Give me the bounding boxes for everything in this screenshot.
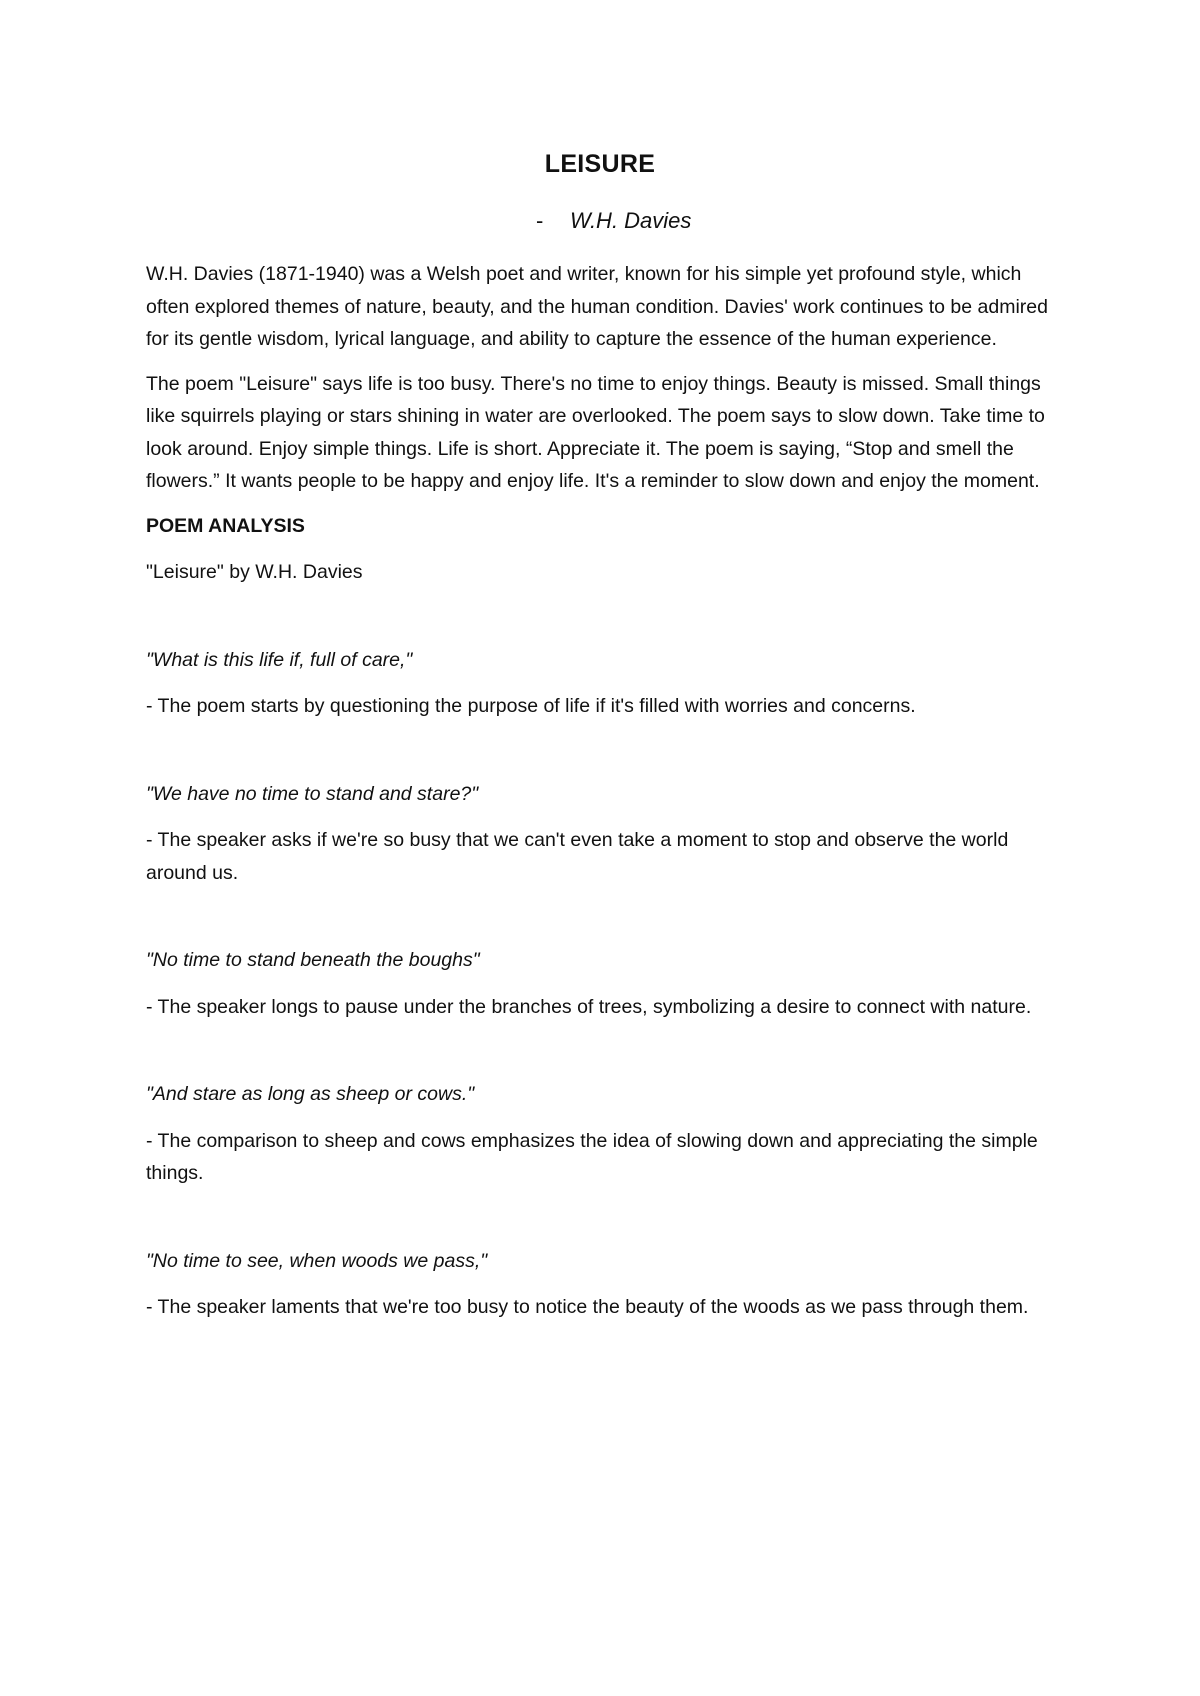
poem-quote: "We have no time to stand and stare?"	[146, 782, 479, 805]
quote-explanation: - The speaker longs to pause under the branches of trees, symbolizing a desire to connect with nature.	[146, 995, 1032, 1018]
author-line	[536, 208, 691, 234]
analysis-heading: POEM ANALYSIS	[146, 514, 305, 537]
analysis-attribution: "Leisure" by W.H. Davies	[146, 561, 363, 583]
author-dash: -	[536, 208, 544, 233]
page-title: LEISURE	[544, 150, 656, 178]
quote-explanation: - The speaker asks if we're so busy that we can't even take a moment to stop and observe the world around us.	[146, 829, 1009, 884]
document-body	[146, 258, 1066, 1379]
author-name: W.H. Davies	[570, 208, 692, 233]
quote-explanation: - The speaker laments that we're too busy to notice the beauty of the woods as we pass through them.	[146, 1296, 1029, 1318]
intro-paragraph-summary: The poem "Leisure" says life is too busy. There's no time to enjoy things. Beauty is missed. Small things like squirrels playing or stars shining in water are overlooked. The poem says to slow down. Take time to look around. Enjoy simple things. Life is short. Appreciate it. The poem is saying, “Stop and smell the flowers.” It wants people to be happy and enjoy life. It's a reminder to slow down and enjoy the moment.	[146, 372, 1045, 492]
poem-quote: "And stare as long as sheep or cows."	[146, 1083, 475, 1105]
poem-quote: "What is this life if, full of care,"	[146, 648, 413, 671]
poem-quote: "No time to see, when woods we pass,"	[146, 1249, 488, 1272]
quote-explanation: - The comparison to sheep and cows emphasizes the idea of slowing down and appreciating the simple things.	[146, 1129, 1038, 1184]
intro-paragraph-bio: W.H. Davies (1871-1940) was a Welsh poet and writer, known for his simple yet profound style, which often explored themes of nature, beauty, and the human condition. Davies' work continues to be admired for its gentle wisdom, lyrical language, and ability to capture the essence of the human experience.	[146, 263, 1048, 350]
quote-explanation: - The poem starts by questioning the purpose of life if it's filled with worries and concerns.	[146, 695, 916, 717]
poem-quote: "No time to stand beneath the boughs"	[146, 949, 480, 971]
